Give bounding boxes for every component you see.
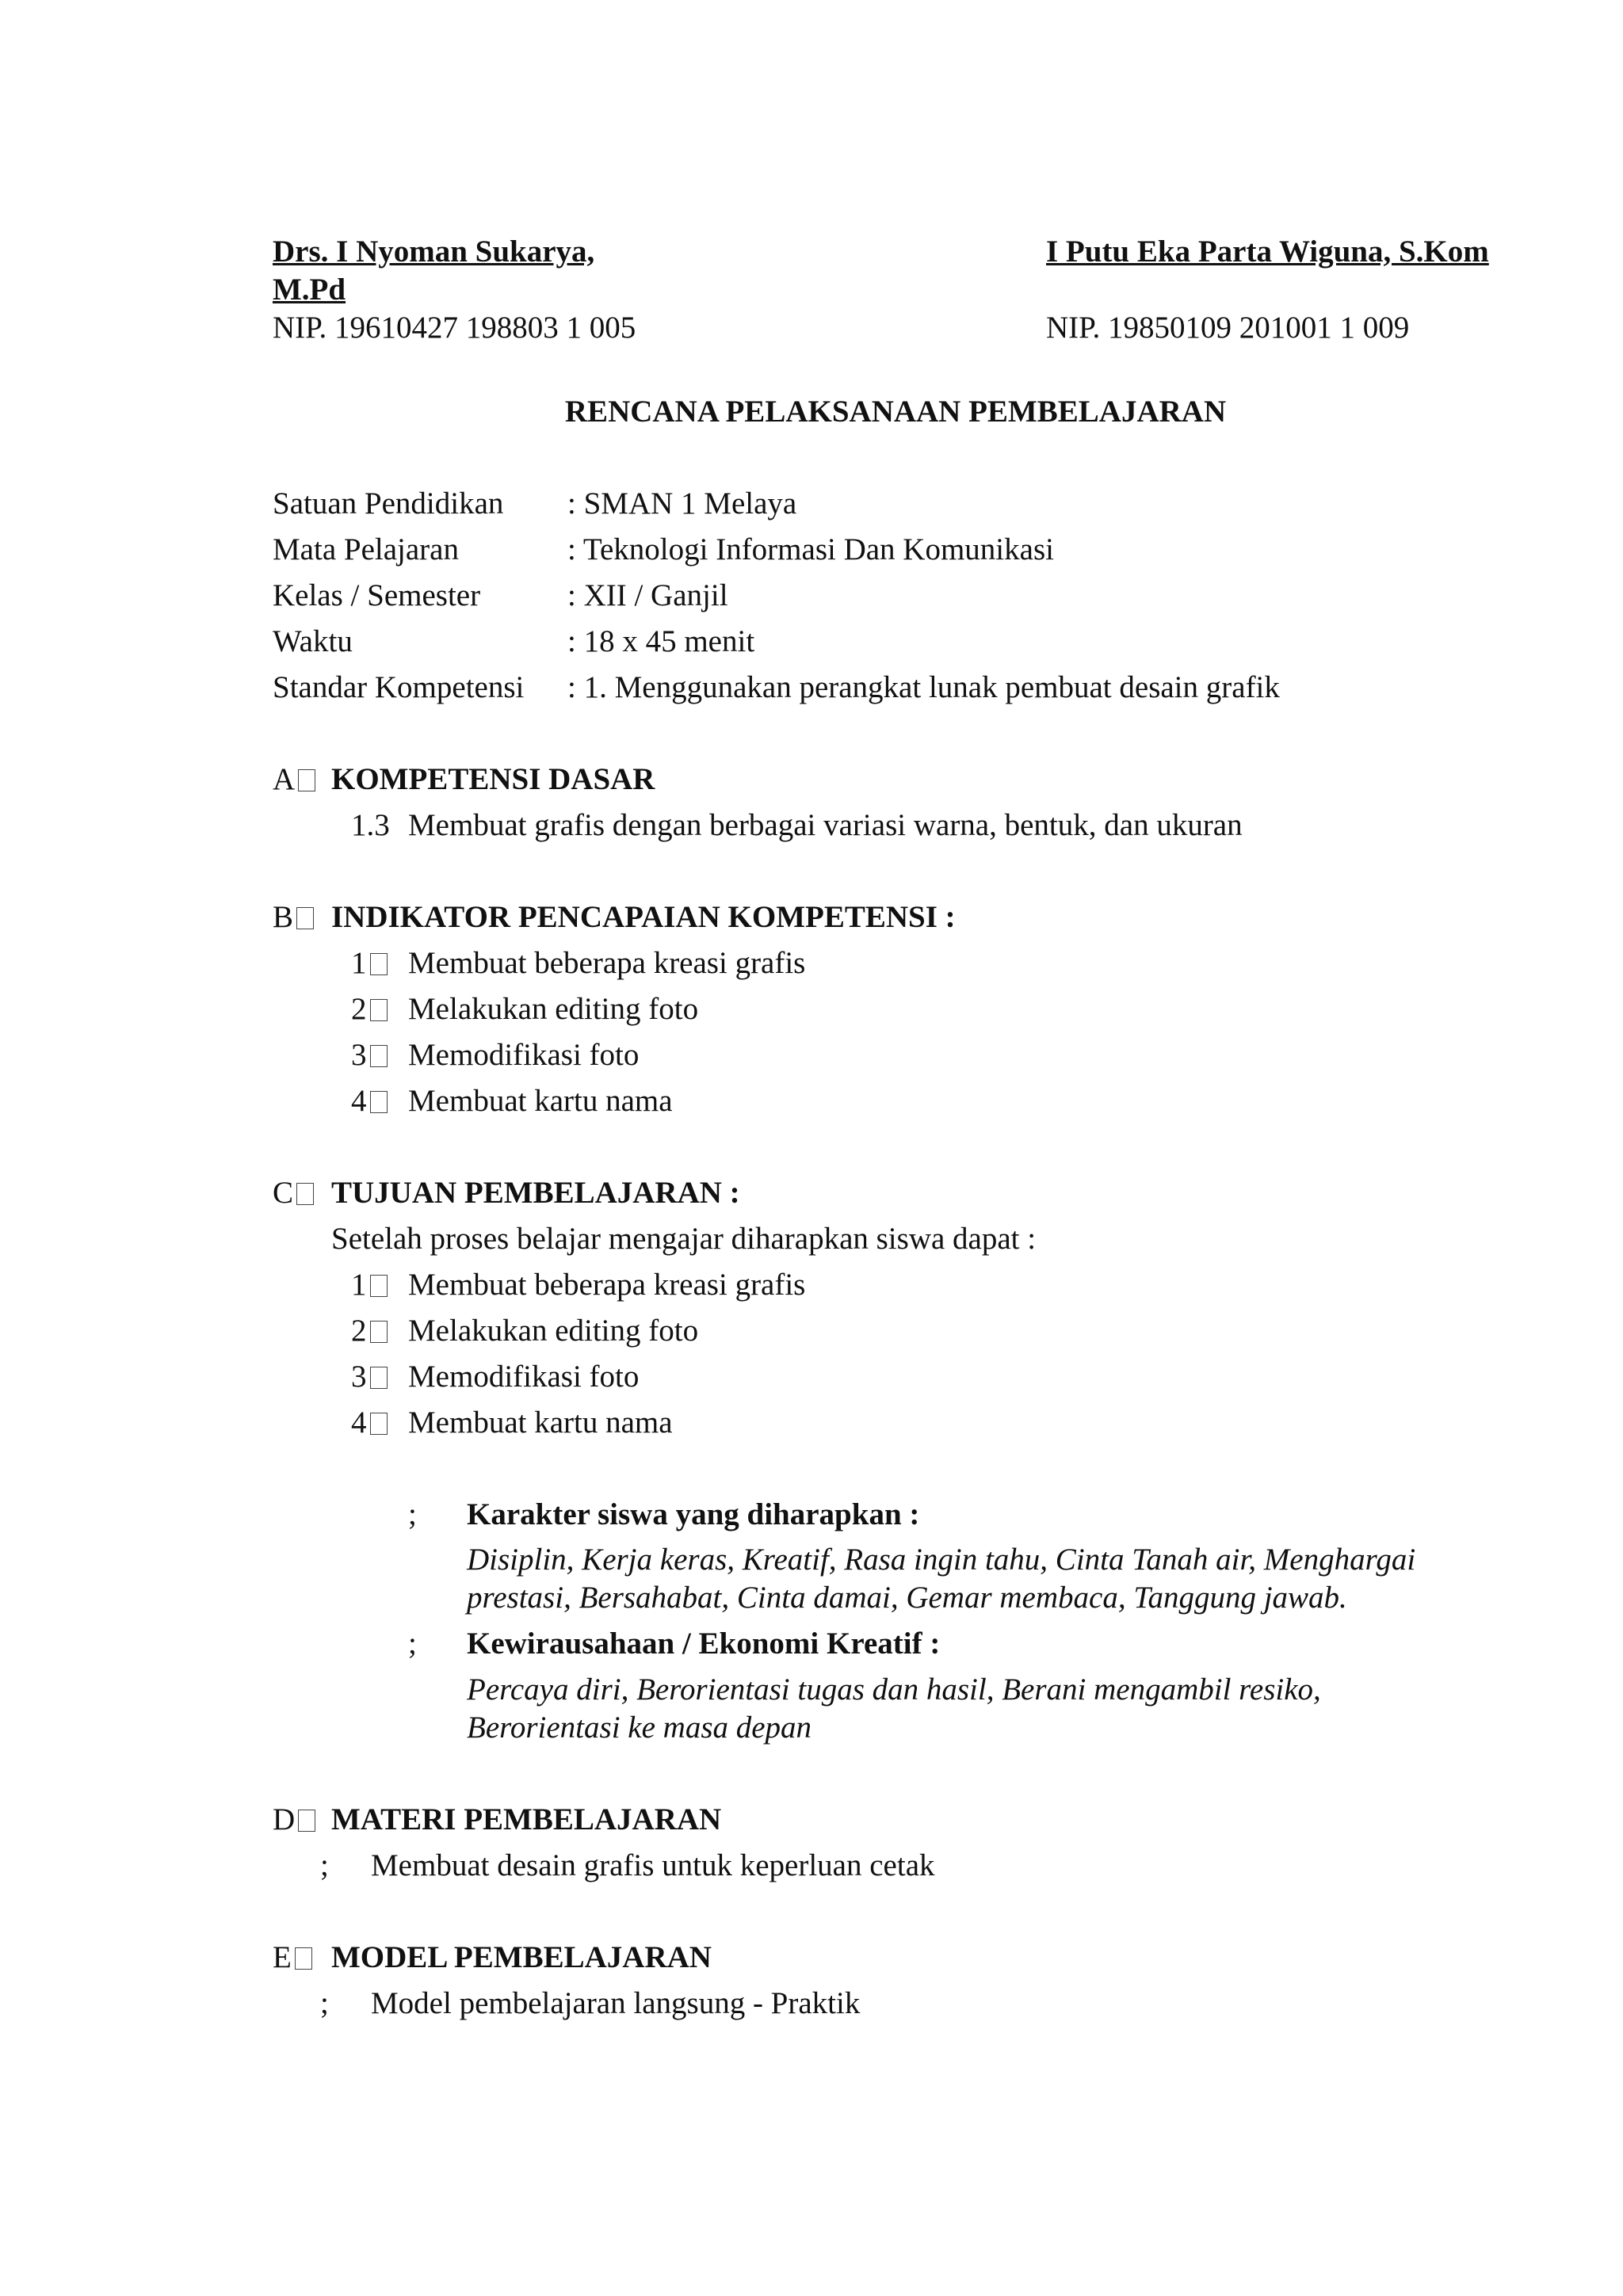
section-d-item: Membuat desain grafis untuk keperluan cetak: [371, 1848, 935, 1882]
kewirausahaan-text-line: Berorientasi ke masa depan: [467, 1711, 812, 1745]
karakter-text-line: prestasi, Bersahabat, Cinta damai, Gemar membaca, Tanggung jawab.: [467, 1581, 1347, 1615]
section-c-intro: Setelah proses belajar mengajar diharapkan siswa dapat :: [331, 1222, 1037, 1256]
right-signatory-nip: NIP. 19850109 201001 1 009: [1046, 311, 1410, 345]
bullet-marker: ;: [408, 1497, 417, 1531]
list-item-number: 3: [351, 1037, 388, 1074]
list-item: Melakukan editing foto: [408, 1314, 699, 1348]
section-letter: A: [273, 762, 296, 796]
section-letter: E: [273, 1940, 292, 1974]
list-item-number: 1: [351, 1267, 388, 1304]
list-item: Melakukan editing foto: [408, 992, 699, 1026]
missing-glyph-icon: [298, 769, 315, 791]
kewirausahaan-heading: Kewirausahaan / Ekonomi Kreatif :: [467, 1627, 941, 1661]
identity-label: Satuan Pendidikan: [273, 486, 504, 521]
identity-label: Kelas / Semester: [273, 578, 481, 612]
missing-glyph-icon: [296, 1183, 314, 1205]
identity-label: Standar Kompetensi: [273, 670, 525, 704]
list-item-number: 2: [351, 1313, 388, 1350]
list-item-number: 4: [351, 1083, 388, 1120]
missing-glyph-icon: [370, 1367, 388, 1389]
list-item: Membuat beberapa kreasi grafis: [408, 946, 806, 980]
section-c-marker: [273, 1175, 314, 1212]
list-item-number: 2: [351, 991, 388, 1028]
identity-value: : 18 x 45 menit: [567, 624, 755, 658]
missing-glyph-icon: [370, 1091, 388, 1113]
section-a-item-number: 1.3: [351, 808, 390, 842]
right-signatory-name: I Putu Eka Parta Wiguna, S.Kom: [1046, 235, 1489, 269]
section-e-item: Model pembelajaran langsung - Praktik: [371, 1986, 861, 2020]
bullet-marker: ;: [408, 1627, 417, 1661]
missing-glyph-icon: [370, 1045, 388, 1067]
section-a-marker: [273, 761, 315, 799]
identity-label: Mata Pelajaran: [273, 532, 459, 566]
karakter-text-line: Disiplin, Kerja keras, Kreatif, Rasa ingin tahu, Cinta Tanah air, Menghargai: [467, 1543, 1416, 1577]
bullet-marker: ;: [320, 1848, 329, 1882]
list-item: Membuat kartu nama: [408, 1084, 673, 1118]
section-b-heading: INDIKATOR PENCAPAIAN KOMPETENSI :: [331, 900, 956, 934]
section-letter: C: [273, 1176, 294, 1210]
list-item: Memodifikasi foto: [408, 1360, 640, 1394]
missing-glyph-icon: [370, 1275, 388, 1297]
left-signatory-title: M.Pd: [273, 273, 346, 307]
list-item-number: 3: [351, 1359, 388, 1396]
section-letter: B: [273, 900, 294, 934]
section-a-item-text: Membuat grafis dengan berbagai variasi warna, bentuk, dan ukuran: [408, 808, 1243, 842]
identity-value: : 1. Menggunakan perangkat lunak pembuat desain grafik: [567, 670, 1280, 704]
left-signatory-name: Drs. I Nyoman Sukarya,: [273, 235, 595, 269]
section-c-heading: TUJUAN PEMBELAJARAN :: [331, 1176, 740, 1210]
document-title: RENCANA PELAKSANAAN PEMBELAJARAN: [564, 395, 1227, 429]
section-b-marker: [273, 899, 314, 936]
list-item: Memodifikasi foto: [408, 1038, 640, 1072]
missing-glyph-icon: [370, 1321, 388, 1343]
section-e-marker: [273, 1939, 312, 1977]
identity-label: Waktu: [273, 624, 353, 658]
identity-value: : SMAN 1 Melaya: [567, 486, 797, 521]
list-item-number: 1: [351, 945, 388, 982]
karakter-heading: Karakter siswa yang diharapkan :: [467, 1497, 920, 1531]
list-item: Membuat kartu nama: [408, 1405, 673, 1440]
section-d-heading: MATERI PEMBELAJARAN: [331, 1802, 722, 1836]
kewirausahaan-text-line: Percaya diri, Berorientasi tugas dan hasil, Berani mengambil resiko,: [467, 1672, 1321, 1707]
missing-glyph-icon: [295, 1947, 312, 1970]
missing-glyph-icon: [296, 907, 314, 929]
left-signatory-nip: NIP. 19610427 198803 1 005: [273, 311, 636, 345]
section-letter: D: [273, 1802, 296, 1836]
section-a-heading: KOMPETENSI DASAR: [331, 762, 655, 796]
missing-glyph-icon: [370, 953, 388, 975]
bullet-marker: ;: [320, 1986, 329, 2020]
identity-value: : Teknologi Informasi Dan Komunikasi: [567, 532, 1054, 566]
identity-value: : XII / Ganjil: [567, 578, 728, 612]
list-item: Membuat beberapa kreasi grafis: [408, 1268, 806, 1302]
list-item-number: 4: [351, 1405, 388, 1442]
missing-glyph-icon: [370, 1413, 388, 1435]
section-d-marker: [273, 1802, 315, 1839]
missing-glyph-icon: [370, 999, 388, 1021]
section-e-heading: MODEL PEMBELAJARAN: [331, 1940, 712, 1974]
missing-glyph-icon: [298, 1810, 315, 1832]
